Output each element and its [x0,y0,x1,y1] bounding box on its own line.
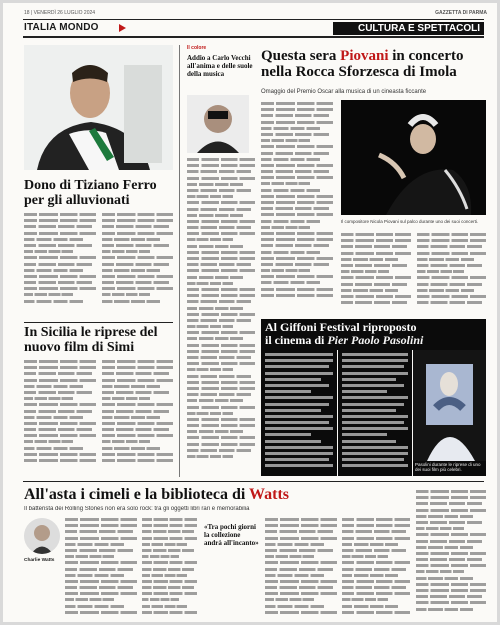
pasolini-photo [413,350,486,461]
header-bottom-rule [23,36,484,38]
column-divider [179,45,180,477]
watts-title-highlight: Watts [249,486,290,503]
tiziano-ferro-photo [24,45,173,170]
sicilia-headline: In Sicilia le riprese del nuovo film di Simi [24,325,158,355]
watts-subtitle: Il batterista dei Rolling Stones non era solo rock: tra gli oggetti libri rari e memorabilia [24,506,250,512]
watts-text-column-5 [416,490,486,618]
column-portrait [187,95,249,153]
date-line: 18 | VENERDÌ 26 LUGLIO 2024 [24,10,96,16]
newspaper-page [3,3,497,622]
portrait-image [24,45,173,170]
giffoni-text-column-1 [261,350,337,476]
giffoni-title-prefix: il cinema di [265,332,325,347]
giffoni-title-highlight: Pier Paolo Pasolini [327,332,424,347]
giffoni-text-column-2 [338,350,412,476]
column-portrait-image [187,95,249,153]
ferro-text [24,213,96,311]
watts-byline: Charlie Watts [24,558,55,563]
watts-portrait-image [24,518,60,554]
sicilia-text [24,360,96,473]
ferro-text-column-2 [102,213,173,311]
pasolini-image [413,350,486,461]
red-triangle-icon [119,24,126,32]
giffoni-caption: Pasolini durante le riprese di uno dei suoi film più celebri. [413,461,486,476]
publication-name: GAZZETTA DI PARMA [435,10,487,16]
watts-text-column-3 [265,518,337,618]
piovani-photo [341,100,486,215]
piovani-title-prefix: Questa sera [261,48,337,64]
column-text [187,158,255,473]
piovani-subtitle: Omaggio del Premio Oscar alla musica di un cineasta ficcante [261,89,427,95]
watts-text-column-1 [65,518,137,618]
piovani-text-column-1 [261,102,333,312]
watts-text-column-2 [142,518,197,618]
piovani-headline [261,49,486,81]
column-headline: Addio a Carlo Vecchi all'anima e delle suole della musica [187,54,253,78]
sicilia-text-column-2 [102,360,173,473]
section-label-right: CULTURA E SPETTACOLI [333,22,484,35]
ferro-headline: Dono di Tiziano Ferro per gli alluvionati [24,178,157,208]
conductor-image [341,100,486,215]
piovani-title-highlight: Piovani [340,48,389,64]
piovani-title-suffix: in concerto nella Rocca Sforzesca di Imola [261,48,464,80]
piovani-caption: Il compositore Nicola Piovani sul palco durante uno dei suoi concerti. [341,219,479,224]
section-label-left: ITALIA MONDO [24,22,99,33]
watts-portrait [24,518,60,554]
watts-headline [24,487,394,504]
piovani-text-column-3 [417,233,486,312]
giffoni-headline-line-2 [265,334,482,347]
watts-text-column-4 [342,518,410,618]
column-kicker: Il colore [187,45,207,51]
watts-title-prefix: All'asta i cimeli e la biblioteca di [24,486,246,503]
sicilia-top-rule [24,322,173,323]
watts-top-rule [23,481,484,482]
giffoni-banner [261,319,486,350]
piovani-text-column-2 [341,233,411,312]
watts-pull-quote: «Tra pochi giorni la collezione andrà all'incanto» [204,523,259,547]
giffoni-headline-line-1: Al Giffoni Festival riproposto [265,320,417,334]
top-rule [23,19,484,20]
